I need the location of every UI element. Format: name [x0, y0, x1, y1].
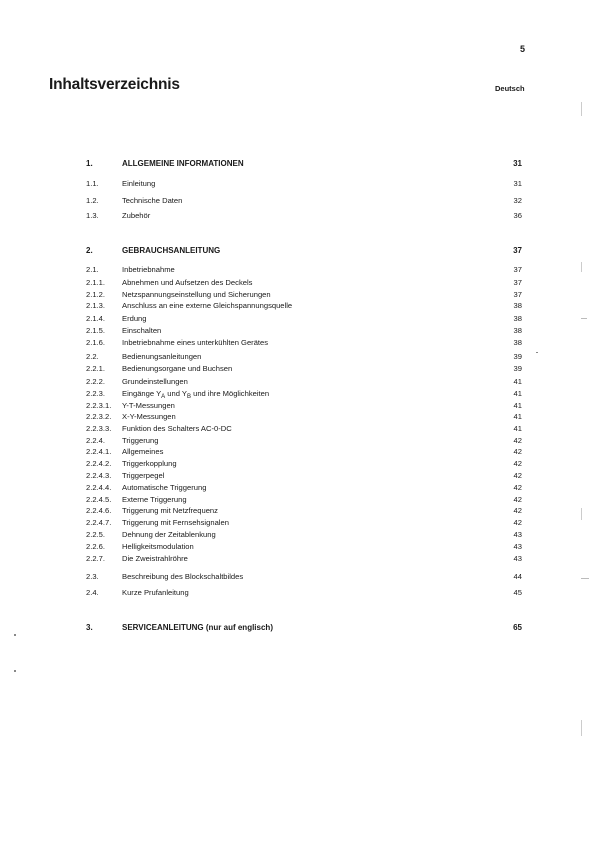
- toc-entry: [86, 195, 522, 206]
- toc-entry: [86, 351, 522, 362]
- toc-entry-number: 2.1.3.: [86, 301, 105, 310]
- scan-speck: [581, 262, 582, 272]
- toc-entry-page: 38: [513, 326, 522, 335]
- toc-entry-title: Anschluss an eine externe Gleichspannungsquelle: [122, 301, 293, 310]
- toc-entry-page: 42: [513, 506, 522, 515]
- toc-entry-page: 43: [513, 530, 522, 539]
- toc-entry-title: Bedienungsanleitungen: [122, 352, 202, 361]
- toc-entry-title: Triggerung mit Fernsehsignalen: [122, 518, 229, 527]
- toc-entry-number: 2.2.2.: [86, 377, 105, 386]
- toc-entry-page: 41: [513, 377, 522, 386]
- toc-entry-title: Externe Triggerung: [122, 495, 187, 504]
- toc-entry-number: 2.3.: [86, 572, 99, 581]
- toc-entry-number: 2.2.4.4.: [86, 483, 112, 492]
- toc-entry: [86, 264, 522, 275]
- toc-entry-subscript: A: [161, 393, 166, 400]
- toc-entry-page: 42: [513, 495, 522, 504]
- toc-entry-number: 2.1.6.: [86, 338, 105, 347]
- scan-speck: [536, 352, 538, 353]
- toc-entry: [86, 158, 522, 169]
- toc-entry-title: Abnehmen und Aufsetzen des Deckels: [122, 278, 253, 287]
- toc-entry-title-part: und ihre Möglichkeiten: [191, 389, 270, 398]
- toc-entry-title: Bedienungsorgane und Buchsen: [122, 364, 233, 373]
- toc-entry-title: Kurze Prufanleitung: [122, 588, 189, 597]
- toc-entry-page: 41: [513, 401, 522, 410]
- toc-entry-number: 2.2.3.3.: [86, 424, 112, 433]
- toc-entry-page: 38: [513, 301, 522, 310]
- scan-speck: [581, 508, 582, 520]
- toc-entry: [86, 622, 522, 633]
- toc-entry-title: Inbetriebnahme eines unterkühlten Gerätes: [122, 338, 269, 347]
- toc-entry-page: 41: [513, 424, 522, 433]
- toc-entry-number: 2.1.2.: [86, 290, 105, 299]
- toc-entry-title: Technische Daten: [122, 196, 183, 205]
- toc-entry: [86, 325, 522, 336]
- toc-entry-title: Beschreibung des Blockschaltbildes: [122, 572, 244, 581]
- toc-entry-page: 44: [513, 572, 522, 581]
- toc-entry-title: Netzspannungseinstellung und Sicherungen: [122, 290, 271, 299]
- toc-entry-page: 31: [513, 179, 522, 188]
- toc-entry: [86, 245, 522, 256]
- toc-entry-title: Triggerung mit Netzfrequenz: [122, 506, 218, 515]
- toc-entry-title: Erdung: [122, 314, 147, 323]
- toc-entry-number: 2.4.: [86, 588, 99, 597]
- toc-entry-number: 2.2.4.3.: [86, 471, 112, 480]
- toc-entry: [86, 210, 522, 221]
- page-number: 5: [520, 44, 526, 54]
- toc-entry: [86, 435, 522, 446]
- toc-entry-number: 2.2.4.5.: [86, 495, 112, 504]
- toc-entry-title: Y-T-Messungen: [122, 401, 175, 410]
- toc-entry-page: 41: [513, 389, 522, 398]
- toc-entry-title: ALLGEMEINE INFORMATIONEN: [122, 159, 244, 168]
- toc-entry-page: 43: [513, 554, 522, 563]
- toc-entry: [86, 553, 522, 564]
- toc-entry-page: 37: [513, 265, 522, 274]
- toc-entry-number: 2.2.3.1.: [86, 401, 112, 410]
- toc-entry-number: 2.2.4.1.: [86, 447, 112, 456]
- toc-entry-page: 42: [513, 483, 522, 492]
- toc-entry-page: 37: [513, 246, 522, 255]
- toc-entry-title: Zubehör: [122, 211, 151, 220]
- toc-entry: [86, 363, 522, 374]
- toc-entry: [86, 277, 522, 288]
- toc-entry-page: 42: [513, 447, 522, 456]
- toc-entry-page: 42: [513, 436, 522, 445]
- toc-entry-subscript: B: [186, 393, 191, 400]
- toc-entry-title: X-Y-Messungen: [122, 412, 176, 421]
- toc-entry: [86, 458, 522, 469]
- toc-entry-page: 45: [513, 588, 522, 597]
- toc-entry-number: 2.2.: [86, 352, 99, 361]
- toc-entry-title: Die Zweistrahlröhre: [122, 554, 188, 563]
- toc-entry: [86, 571, 522, 582]
- toc-entry-number: 2.2.4.6.: [86, 506, 112, 515]
- toc-entry-number: 2.1.4.: [86, 314, 105, 323]
- toc-entry-number: 1.3.: [86, 211, 99, 220]
- toc-entry: [86, 300, 522, 311]
- toc-entry: [86, 541, 522, 552]
- toc-entry: [86, 529, 522, 540]
- toc-entry: [86, 289, 522, 300]
- toc-entry-number: 2.2.5.: [86, 530, 105, 539]
- toc-entry-number: 2.2.3.: [86, 389, 105, 398]
- toc-entry: [86, 517, 522, 528]
- toc-entry-number: 1.1.: [86, 179, 99, 188]
- toc-entry-number: 2.1.: [86, 265, 99, 274]
- toc-entry-number: 1.: [86, 159, 93, 168]
- toc-entry-title: Automatische Triggerung: [122, 483, 207, 492]
- toc-entry-page: 36: [513, 211, 522, 220]
- toc-entry-number: 2.2.4.7.: [86, 518, 112, 527]
- toc-entry-title: Allgemeines: [122, 447, 164, 456]
- toc-entry-title: Grundeinstellungen: [122, 377, 188, 386]
- toc-entry-number: 2.2.4.2.: [86, 459, 112, 468]
- toc-entry: [86, 505, 522, 516]
- toc-entry: [86, 388, 522, 399]
- toc-entry-title: Triggerkopplung: [122, 459, 177, 468]
- toc-entry-number: 3.: [86, 623, 93, 632]
- scan-speck: [581, 720, 582, 736]
- toc-entry-page: 31: [513, 159, 522, 168]
- toc-entry-title: Helligkeitsmodulation: [122, 542, 194, 551]
- toc-entry-title: Dehnung der Zeitablenkung: [122, 530, 216, 539]
- toc-entry-page: 37: [513, 278, 522, 287]
- toc-entry-page: 39: [513, 364, 522, 373]
- toc-entry-page: 38: [513, 338, 522, 347]
- toc-entry-title: Einschalten: [122, 326, 162, 335]
- toc-entry-number: 2.1.5.: [86, 326, 105, 335]
- scan-speck: [581, 318, 587, 319]
- toc-entry-page: 42: [513, 518, 522, 527]
- toc-entry-title: SERVICEANLEITUNG (nur auf englisch): [122, 623, 273, 632]
- toc-entry: [86, 376, 522, 387]
- toc-entry-number: 2.2.6.: [86, 542, 105, 551]
- scan-speck: [581, 578, 589, 579]
- toc-entry: [86, 337, 522, 348]
- toc-entry-title: GEBRAUCHSANLEITUNG: [122, 246, 221, 255]
- toc-entry-title: Inbetriebnahme: [122, 265, 175, 274]
- scan-speck: [14, 670, 16, 672]
- toc-entry-number: 2.2.7.: [86, 554, 105, 563]
- page-title: Inhaltsverzeichnis: [49, 76, 180, 93]
- toc-entry: [86, 494, 522, 505]
- toc-entry: [86, 587, 522, 598]
- toc-entry: [86, 470, 522, 481]
- toc-entry-title: Triggerung: [122, 436, 159, 445]
- toc-entry: [86, 178, 522, 189]
- scan-speck: [14, 634, 16, 636]
- toc-entry: [86, 423, 522, 434]
- toc-entry-title-part: Eingänge Y: [122, 389, 162, 398]
- toc-entry-title-part: und Y: [165, 389, 187, 398]
- toc-entry: [86, 446, 522, 457]
- toc-entry-title: Triggerpegel: [122, 471, 165, 480]
- toc-entry-page: 42: [513, 471, 522, 480]
- toc-entry-page: 43: [513, 542, 522, 551]
- toc-entry-number: 2.1.1.: [86, 278, 105, 287]
- toc-entry-page: 42: [513, 459, 522, 468]
- language-label: Deutsch: [495, 84, 525, 93]
- scan-speck: [581, 102, 582, 116]
- toc-entry-number: 2.2.4.: [86, 436, 105, 445]
- toc-entry-number: 2.2.3.2.: [86, 412, 112, 421]
- toc-entry-page: 41: [513, 412, 522, 421]
- toc-entry-title: Einleitung: [122, 179, 156, 188]
- toc-entry-number: 2.: [86, 246, 93, 255]
- toc-entry: [86, 411, 522, 422]
- toc-entry: [86, 482, 522, 493]
- toc-entry-number: 2.2.1.: [86, 364, 105, 373]
- toc-entry-title: Funktion des Schalters AC-0-DC: [122, 424, 232, 433]
- toc-entry: [86, 313, 522, 324]
- toc-entry: [86, 400, 522, 411]
- toc-entry-page: 38: [513, 314, 522, 323]
- toc-entry-page: 65: [513, 623, 522, 632]
- toc-entry-number: 1.2.: [86, 196, 99, 205]
- toc-entry-page: 32: [513, 196, 522, 205]
- toc-entry-page: 37: [513, 290, 522, 299]
- toc-entry-page: 39: [513, 352, 522, 361]
